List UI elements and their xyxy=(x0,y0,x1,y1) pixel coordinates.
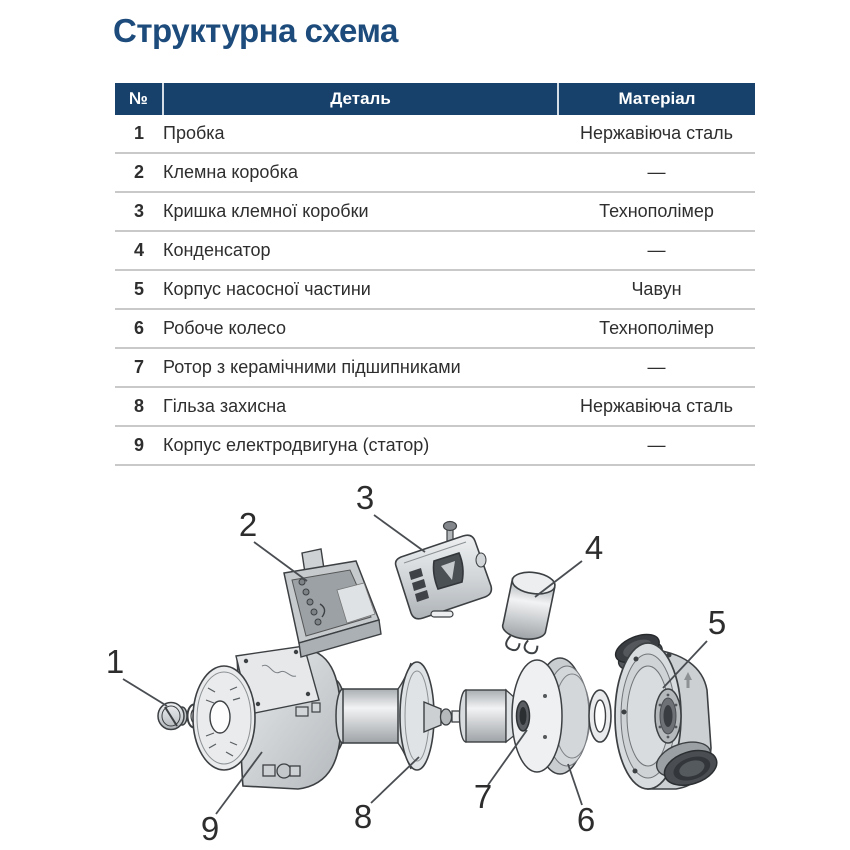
row-material: — xyxy=(558,153,755,192)
col-header-part: Деталь xyxy=(163,83,558,115)
table-row xyxy=(115,153,755,192)
pump-housing-drawing xyxy=(612,629,722,793)
rotor-drawing xyxy=(452,690,516,742)
table-row xyxy=(115,192,755,231)
row-part: Корпус електродвигуна (статор) xyxy=(163,426,558,465)
row-num: 6 xyxy=(115,309,163,348)
row-material: — xyxy=(558,231,755,270)
capacitor-drawing xyxy=(499,569,556,655)
table-header-row xyxy=(115,83,755,115)
impeller-drawing xyxy=(512,658,590,774)
table-row xyxy=(115,270,755,309)
part-label-4: 4 xyxy=(584,529,604,566)
gasket-ring-drawing xyxy=(589,690,611,742)
terminal-box-cover-drawing xyxy=(396,522,492,619)
col-header-num: № xyxy=(115,83,163,115)
row-part: Ротор з керамічними підшипниками xyxy=(163,348,558,387)
row-part: Корпус насосної частини xyxy=(163,270,558,309)
row-material: Технополімер xyxy=(558,309,755,348)
page-title: Структурна схема xyxy=(113,12,398,49)
col-header-material: Матеріал xyxy=(558,83,755,115)
parts-table xyxy=(115,83,755,466)
row-num: 4 xyxy=(115,231,163,270)
row-part: Кришка клемної коробки xyxy=(163,192,558,231)
part-label-2: 2 xyxy=(238,506,258,543)
row-material: Чавун xyxy=(558,270,755,309)
row-num: 9 xyxy=(115,426,163,465)
row-part: Конденсатор xyxy=(163,231,558,270)
part-label-3: 3 xyxy=(355,479,375,516)
part-label-7: 7 xyxy=(473,778,493,815)
row-material: Технополімер xyxy=(558,192,755,231)
sleeve-drawing xyxy=(336,662,452,770)
part-label-5: 5 xyxy=(707,604,727,641)
row-material: — xyxy=(558,348,755,387)
row-num: 8 xyxy=(115,387,163,426)
table-row xyxy=(115,115,755,153)
part-label-1: 1 xyxy=(105,643,125,680)
motor-body-drawing xyxy=(193,646,346,789)
row-num: 3 xyxy=(115,192,163,231)
row-num: 2 xyxy=(115,153,163,192)
row-part: Гільза захисна xyxy=(163,387,558,426)
part-label-9: 9 xyxy=(200,810,220,847)
terminal-box-drawing xyxy=(284,549,381,657)
row-num: 1 xyxy=(115,115,163,153)
part-label-6: 6 xyxy=(576,801,596,838)
row-material: — xyxy=(558,426,755,465)
row-material: Нержавіюча сталь xyxy=(558,115,755,153)
table-row xyxy=(115,231,755,270)
exploded-pump-diagram xyxy=(0,430,850,850)
row-part: Клемна коробка xyxy=(163,153,558,192)
row-num: 5 xyxy=(115,270,163,309)
part-label-8: 8 xyxy=(353,798,373,835)
table-row xyxy=(115,309,755,348)
table-row xyxy=(115,348,755,387)
row-part: Пробка xyxy=(163,115,558,153)
row-part: Робоче колесо xyxy=(163,309,558,348)
row-num: 7 xyxy=(115,348,163,387)
row-material: Нержавіюча сталь xyxy=(558,387,755,426)
table-row xyxy=(115,387,755,426)
